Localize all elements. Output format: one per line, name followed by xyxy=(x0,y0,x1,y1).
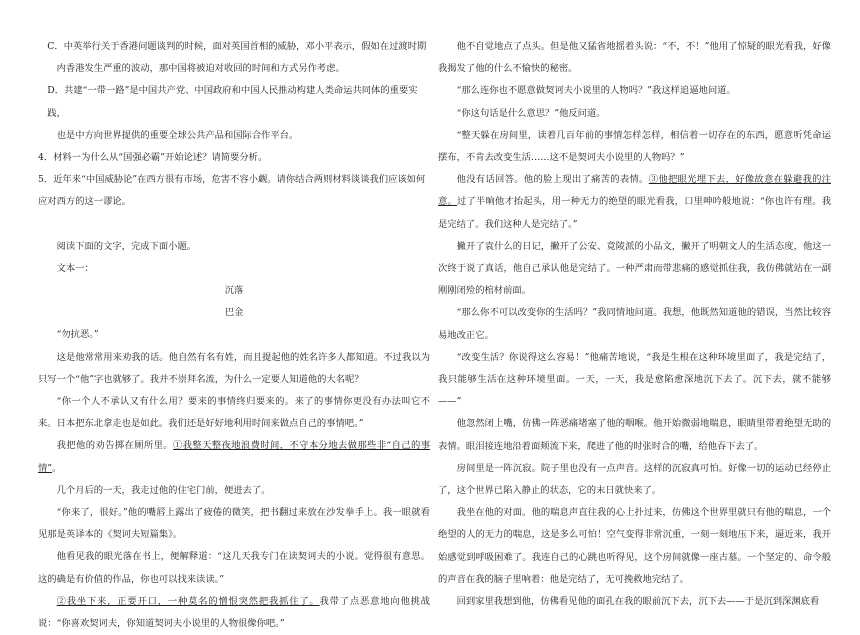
story-paragraph: “勿抗恶。” xyxy=(56,329,99,341)
story-paragraph-underlined-2 xyxy=(38,591,430,635)
text: 。 xyxy=(52,462,62,474)
left-column xyxy=(38,36,430,635)
story-title: 沉落 xyxy=(224,285,244,297)
story-paragraph: 几个月后的一天，我走过他的住宅门前，便进去了。 xyxy=(56,484,271,496)
reading-instruction: 阅读下面的文字，完成下面小题。 xyxy=(56,240,197,252)
story-paragraph: “改变生活？你说得这么容易！”他痛苦地说，“我是生根在这种环境里面了，我是完结了，我只能够生活在这种环境里面。一天，一天，我是愈陷愈深地沉下去了。沉下去，就不能够——” xyxy=(438,351,831,408)
story-paragraph: “整天躲在房间里，读着几百年前的事情怎样怎样，相信着一切存在的东西，愿意听凭命运摆布，不肯去改变生活……这不是契诃夫小说里的人物吗？” xyxy=(438,129,831,164)
story-author: 巴金 xyxy=(224,307,244,319)
text: 过了半晌他才抬起头，用一种无力的绝望的眼光看我，口里呻吟般地说：“你也许有理。我是完结了。我们这种人是完结了。” xyxy=(438,196,831,230)
story-paragraph: 他不自觉地点了点头。但是他又猛省地摇着头说：“不，不！”他用了惊疑的眼光看我，好像我揭发了他的什么不愉快的秘密。 xyxy=(438,41,831,75)
option-d-line1: D．共建“一带一路”是中国共产党、中国政府和中国人民推动构建人类命运共同体的重要实践， xyxy=(47,85,418,119)
underlined-sentence-2: ②我坐下来，正要开口，一种莫名的憎恨突然把我抓住了。 xyxy=(56,595,320,607)
story-paragraph: “那么连你也不愿意做契诃夫小说里的人物吗？”我这样追逼地问道。 xyxy=(456,85,736,97)
story-paragraph: “你一个人不承认又有什么用？要来的事情终归要来的。来了的事情你更没有办法叫它不来。日本把东北拿走也是如此。我们还是好好地利用时间来做点自己的事情吧。” xyxy=(38,396,430,430)
spacer xyxy=(38,214,430,236)
question-5-line2: 应对西方的这一谬论。 xyxy=(38,196,131,208)
text: 他没有话回答。他的脸上现出了痛苦的表情。 xyxy=(456,174,649,186)
story-paragraph: 他看见我的眼光落在书上，便解释道：“这几天我专门在读契诃夫的小说。觉得很有意思。这的确是有价值的作品，你也可以找来读读。” xyxy=(38,551,430,585)
right-column xyxy=(438,36,831,613)
option-c-line2: 内香港发生严重的波动，那中国将被迫对收回的时间和方式另作考虑。 xyxy=(56,63,345,75)
story-paragraph: 回到家里我想到他，仿佛看见他的面孔在我的眼前沉下去，沉下去——于是沉到深渊底看 xyxy=(456,596,820,608)
story-paragraph: “你这句话是什么意思？”他反问道。 xyxy=(456,107,606,119)
story-paragraph: “你来了，很好。”他的嘴唇上露出了疲倦的微笑，把书翻过来放在沙发拳手上。我一眼就看见那是英译本的《契诃夫短篇集》。 xyxy=(38,507,430,541)
story-paragraph: 房间里是一阵沉寂。院子里也没有一点声音。这样的沉寂真可怕。好像一切的运动已经停止了，这个世界已陷入静止的状态，它的末日就快来了。 xyxy=(438,462,831,497)
story-paragraph: “那么你不可以改变你的生活吗？”我同情地问道。我想，他既然知道他的错误，当然比较容易地改正它。 xyxy=(438,307,831,341)
underlined-sentence-1: ①我整天整夜地浪费时间，不守本分地去做那些非“自己的事情” xyxy=(38,440,430,474)
option-c-line1: C．中英举行关于香港问题谈判的时候，面对英国首相的威胁，邓小平表示，假如在过渡时期 xyxy=(47,41,427,52)
story-paragraph: 他忽然闭上嘴，仿佛一阵恶痛堵塞了他的咽喉。他开始微弱地喘息，眼睛里带着绝望无助的表情。眼泪接连地沿着面颊流下来，爬进了他的时张时合的嘴，给他吞下去了。 xyxy=(438,418,831,452)
question-5-line1: 5．近年来“中国威胁论”在西方很有市场，危害不容小觑。请你结合两则材料谈谈我们应该如何 xyxy=(38,174,426,186)
story-paragraph-underlined-3 xyxy=(438,169,831,236)
story-paragraph: 我坐在他的对面。他的喘息声直往我的心上扑过来，仿佛这个世界里就只有他的喘息，一个绝望的人的无力的喘息，这是多么可怕！空气变得非常沉重，一刻一刻地压下来，逼近来，我开始感觉到呼吸困难了。我连自己的心跳也听得见，这个房间就像一座古墓。一个坚定的、命令般的声音在我的脑子里响着：他是完结了，无可挽救地完结了。 xyxy=(438,507,831,585)
text: 我带了点恶意地向他挑战说：“你喜欢契诃夫，你知道契诃夫小说里的人物很像你吧。” xyxy=(38,595,430,630)
story-paragraph-underlined-1 xyxy=(38,435,430,479)
question-4: 4．材料一为什么从“国强必霸”开始论述？请简要分析。 xyxy=(38,152,268,164)
underlined-sentence-3: ③他把眼光埋下去，好像故意在躲避我的注意。 xyxy=(438,174,831,208)
story-paragraph: 撇开了袁什么的日记，撇开了公安、竟陵派的小品文，撇开了明朝文人的生活态度，他这一次终于说了真话，他自己承认他是完结了。一种严肃而带悲痛的感觉抓住我，我仿佛就站在一副刚刚闭殓的棺材前面。 xyxy=(438,240,831,297)
text-label: 文本一： xyxy=(56,262,94,274)
story-paragraph: 这是他常常用来劝我的话。他自然有名有姓，而且提起他的姓名许多人都知道。不过我以为只写一个“他”字也就够了。我并不崇拜名流，为什么一定要人知道他的大名呢？ xyxy=(38,351,430,385)
option-d-line2: 也是中方向世界提供的重要全球公共产品和国际合作平台。 xyxy=(56,129,299,141)
text: 我把他的劝告掷在厕所里。 xyxy=(56,440,174,452)
